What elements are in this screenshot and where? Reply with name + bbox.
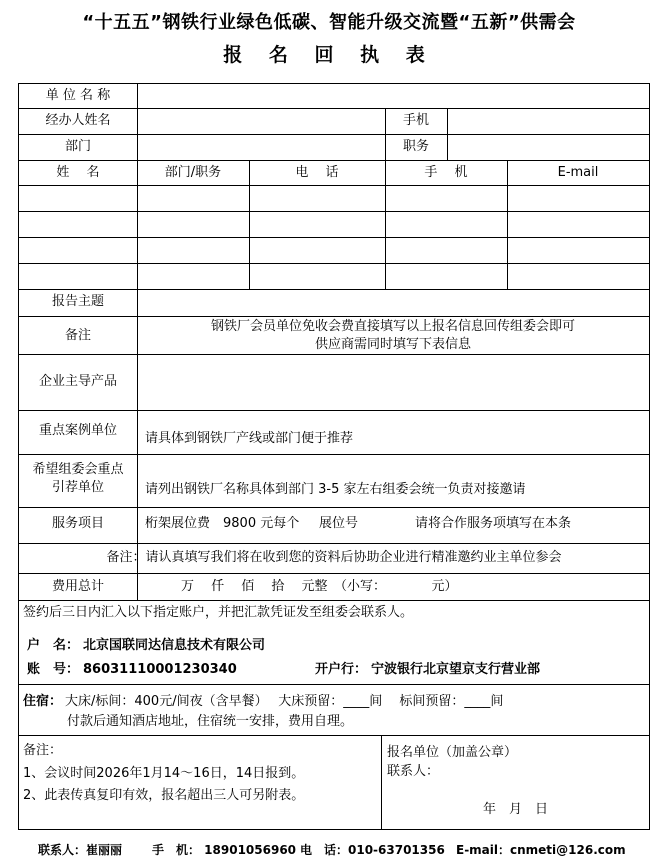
col-header-email: E-mail (557, 165, 599, 180)
document-title: “十五五”钢铁行业绿色低碳、智能升级交流暨“五新”供需会 (82, 12, 576, 33)
account-name-label: 户 名： (27, 638, 80, 653)
row-divider (19, 185, 649, 186)
row-divider (19, 134, 649, 135)
row-divider (19, 573, 649, 574)
main-products-label: 企业主导产品 (38, 374, 117, 389)
date-label: 年 月 日 (483, 802, 549, 817)
remark-text-line1: 钢铁厂会员单位免收会费直接填写以上报名信息回传组委会即可 (210, 319, 575, 334)
key-cases-hint: 请具体到钢铁厂产线或部门便于推荐 (145, 431, 354, 446)
booth-number-label: 展位号 (319, 516, 359, 531)
footer-phone: 电 话：010-63701356 (300, 843, 445, 857)
row-divider (19, 160, 649, 161)
service-fee: 桁架展位费 9800 元每个 (145, 516, 300, 531)
recommend-label-line2: 引荐单位 (51, 480, 104, 495)
footer-contact: 联系人：崔丽丽 (38, 843, 123, 857)
agent-name-label: 经办人姓名 (45, 113, 111, 128)
footer-mobile: 手 机： 18901056960 (152, 843, 297, 857)
row-divider (19, 454, 649, 455)
bank-label: 开户行： (315, 662, 368, 677)
department-label: 部门 (64, 139, 91, 154)
col-divider (447, 108, 448, 160)
registration-form (18, 83, 650, 830)
lodging-label: 住宿： (23, 694, 63, 709)
position-label: 职务 (402, 139, 429, 154)
unit-name-label: 单 位 名 称 (45, 88, 111, 103)
fee-amount-units: 万 仟 佰 拾 元整 （小写： 元） (181, 579, 458, 594)
col-divider (137, 573, 138, 600)
row-divider (19, 237, 649, 238)
service-label: 服务项目 (51, 516, 104, 531)
row-divider (19, 735, 649, 736)
note-item-1: 1、会议时间2026年1月14～16日，14日报到。 (23, 766, 305, 781)
key-cases-label: 重点案例单位 (38, 423, 117, 438)
row-divider (19, 354, 649, 355)
row-divider (19, 211, 649, 212)
remark-label: 备注 (64, 328, 91, 343)
row-divider (19, 263, 649, 264)
signer-contact-label: 联系人： (387, 764, 440, 779)
footer-email: E-mail：cnmeti@126.com (456, 843, 626, 857)
payment-intro: 签约后三日内汇入以下指定账户，并把汇款凭证发至组委会联系人。 (23, 605, 414, 620)
lodging-rates: 大床/标间：400元/间夜（含早餐） 大床预留：____间 标间预留：____间 (65, 694, 504, 709)
report-topic-label: 报告主题 (51, 294, 104, 309)
remark-text-line2: 供应商需同时填写下表信息 (314, 337, 471, 352)
row-divider (19, 410, 649, 411)
row-divider (19, 684, 649, 685)
recommend-label-line1: 希望组委会重点 (32, 462, 124, 477)
row-divider (19, 289, 649, 290)
service-note: 请将合作服务项填写在本条 (415, 516, 572, 531)
stamp-label: 报名单位（加盖公章） (387, 745, 518, 760)
row-divider (19, 543, 649, 544)
col-header-mobile: 手 机 (424, 165, 468, 180)
col-header-dept-title: 部门/职务 (164, 165, 222, 180)
account-number: 86031110001230340 (83, 662, 237, 677)
row-divider (19, 507, 649, 508)
col-divider (381, 735, 382, 830)
agent-mobile-label: 手机 (402, 113, 429, 128)
fee-total-label: 费用总计 (51, 579, 104, 594)
col-header-name: 姓 名 (56, 165, 100, 180)
account-number-label: 账 号： (27, 662, 80, 677)
row-divider (19, 600, 649, 601)
lodging-note: 付款后通知酒店地址，住宿统一安排，费用自理。 (67, 714, 354, 729)
notes-label: 备注： (23, 743, 63, 758)
col-header-phone: 电 话 (295, 165, 339, 180)
bank-name: 宁波银行北京望京支行营业部 (371, 662, 541, 677)
account-name: 北京国联同达信息技术有限公司 (83, 638, 266, 653)
form-notice: 备注：请认真填写我们将在收到您的资料后协助企业进行精准邀约业主单位参会 (106, 550, 562, 565)
row-divider (19, 108, 649, 109)
note-item-2: 2、此表传真复印有效，报名超出三人可另附表。 (23, 788, 305, 803)
document-subtitle: 报 名 回 执 表 (223, 44, 435, 66)
row-divider (19, 316, 649, 317)
recommend-hint: 请列出钢铁厂名称具体到部门 3-5 家左右组委会统一负责对接邀请 (145, 482, 526, 497)
